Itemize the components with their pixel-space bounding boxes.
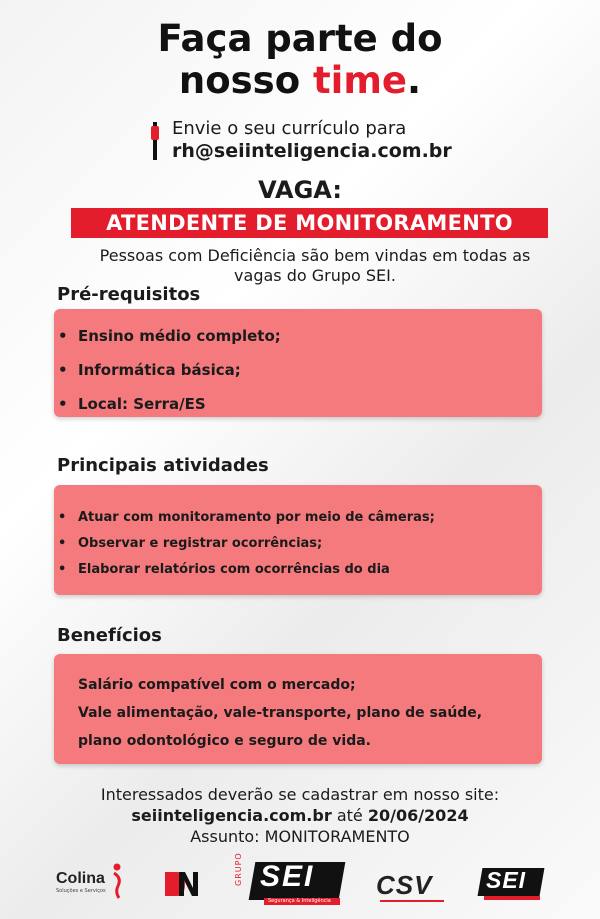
job-label: VAGA:	[258, 176, 342, 204]
dn-logo	[163, 870, 199, 898]
csv-logo-line	[380, 900, 444, 902]
sei-small-underline	[484, 896, 540, 900]
activities-title: Principais atividades	[57, 455, 269, 476]
benefit-line: plano odontológico e seguro de vida.	[78, 733, 371, 749]
benefits-title: Benefícios	[57, 625, 162, 646]
footer-subject: Assunto: MONITORAMENTO	[190, 827, 410, 846]
list-item: • Ensino médio completo;	[54, 319, 542, 353]
dn-logo-shape	[163, 870, 199, 898]
list-item: • Elaborar relatórios com ocorrências do dia	[54, 557, 542, 583]
contact-block	[172, 118, 452, 162]
prerequisites-title: Pré-requisitos	[57, 284, 201, 305]
activities-box	[54, 485, 542, 595]
job-title-banner: ATENDENTE DE MONITORAMENTO	[71, 208, 548, 238]
csv-logo-text: CSV	[376, 870, 433, 900]
pcd-note: Pessoas com Deficiência são bem vindas em todas as vagas do Grupo SEI.	[99, 246, 531, 285]
footer-line-1: Interessados deverão se cadastrar em nosso site:	[100, 785, 500, 804]
colina-logo	[56, 870, 106, 894]
footer-text	[0, 784, 600, 847]
footer-until: até	[336, 806, 363, 825]
headline-line-2	[0, 60, 600, 102]
email-marker-dot	[151, 126, 159, 140]
headline-period: .	[407, 59, 422, 102]
dn-logo-text	[163, 870, 165, 871]
colina-logo-sub: Soluções e Serviços	[56, 888, 106, 894]
sei-logo-sub: Segurança & Inteligência	[268, 898, 331, 904]
sei-small-text: SEI	[486, 867, 527, 893]
list-item: • Informática básica;	[54, 353, 542, 387]
contact-intro: Envie o seu currículo para	[172, 118, 407, 139]
headline-line-1: Faça parte do	[157, 17, 443, 60]
contact-email-link[interactable]: rh@seiinteligencia.com.br	[172, 140, 452, 162]
footer-date: 20/06/2024	[367, 806, 469, 825]
colina-logo-text: Colina	[56, 870, 105, 887]
colina-figure-icon	[110, 862, 124, 900]
partner-logos	[0, 852, 600, 908]
prerequisites-box	[54, 309, 542, 417]
footer-site-link[interactable]: seiinteligencia.com.br	[131, 806, 332, 825]
headline-prefix: nosso	[178, 59, 313, 102]
headline-accent: time	[313, 59, 408, 102]
email-marker-bar	[153, 122, 157, 160]
sei-logo-text: SEI	[260, 860, 315, 893]
benefits-box	[54, 654, 542, 764]
list-item: • Observar e registrar ocorrências;	[54, 531, 542, 557]
csv-logo	[376, 870, 432, 901]
list-item: • Atuar com monitoramento por meio de câmeras;	[54, 505, 542, 531]
headline	[0, 18, 600, 102]
grupo-label: GRUPO	[234, 852, 243, 886]
footer-line-2	[0, 805, 600, 826]
benefit-line: Vale alimentação, vale-transporte, plano de saúde,	[78, 705, 483, 721]
list-item: • Local: Serra/ES	[54, 387, 542, 421]
benefit-line: Salário compatível com o mercado;	[78, 677, 356, 693]
